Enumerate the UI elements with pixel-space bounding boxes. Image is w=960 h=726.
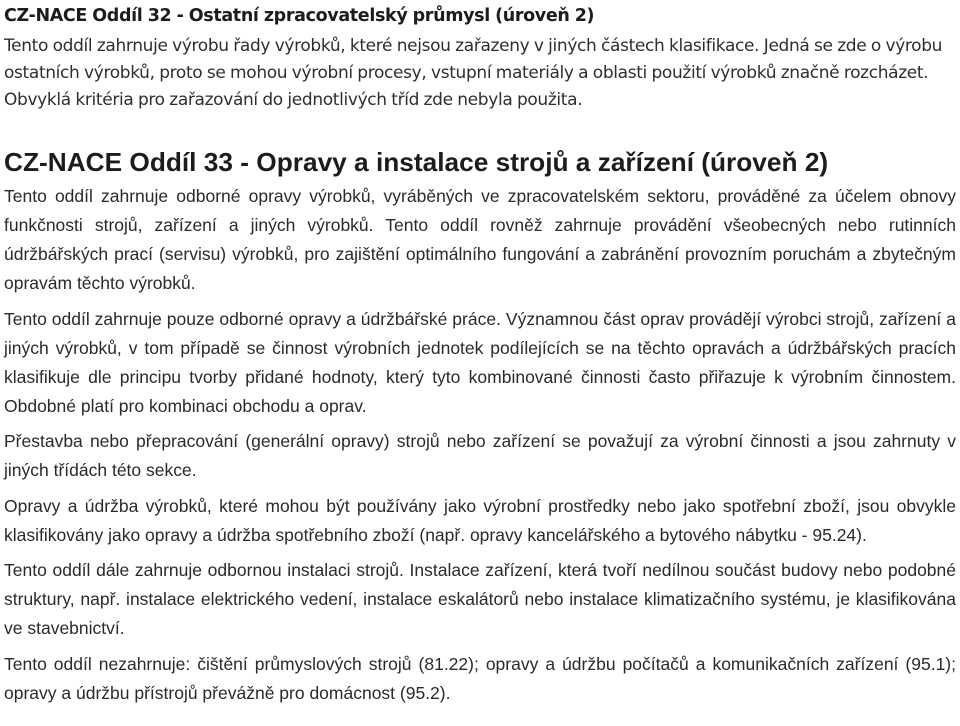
section-paragraph: Tento oddíl nezahrnuje: čištění průmyslových strojů (81.22); opravy a údržbu počítačů a komunikačních zařízení (95.1); opravy a údržbu přístrojů převážně pro domácnost (95.2).	[4, 653, 956, 703]
section-paragraph: Přestavba nebo přepracování (generální opravy) strojů nebo zařízení se považují za výrobní činnosti a jsou zahrnuty v jiných třídách této sekce.	[4, 431, 956, 480]
section-paragraph: Opravy a údržba výrobků, které mohou být používány jako výrobní prostředky nebo jako spotřební zboží, jsou obvykle klasifikovány jako opravy a údržba spotřebního zboží (např. opravy kancelářského a bytového nábytku - 95.24).	[4, 495, 956, 545]
section-paragraph: Tento oddíl dále zahrnuje odbornou instalaci strojů. Instalace zařízení, která tvoří nedílnou součást budovy nebo podobné struktury, např. instalace elektrického vedení, instalace eskalátorů nebo instalace klimatizačního systému, je klasifikována ve stavebnictví.	[4, 560, 956, 638]
section-oddil-33	[4, 142, 956, 708]
section-paragraph: Tento oddíl zahrnuje odborné opravy výrobků, vyráběných ve zpracovatelském sektoru, prováděné za účelem obnovy funkčnosti strojů, zařízení a jiných výrobků. Tento oddíl rovněž zahrnuje provádění všeobecných nebo rutinních údržbářských prací (servisu) výrobků, pro zajištění optimálního fungování a zabránění provozním poruchám a zbytečným opravám těchto výrobků.	[4, 186, 956, 293]
section-paragraph: Tento oddíl zahrnuje pouze odborné opravy a údržbářské práce. Významnou část oprav provádějí výrobci strojů, zařízení a jiných výrobků, v tom případě se činnost výrobních jednotek podílejících se na těchto opravách a údržbářských pracích klasifikuje dle principu tvorby přidané hodnoty, který tyto kombinované činnosti často přiřazuje k výrobním činnostem. Obdobné platí pro kombinaci obchodu a oprav.	[4, 308, 956, 416]
section-paragraph: Tento oddíl zahrnuje výrobu řady výrobků, které nejsou zařazeny v jiných částech klasifikace. Jedná se zde o výrobu ostatních výrobků, proto se mohou výrobní procesy, vstupní materiály a oblasti použití výrobků značně rozcházet. Obvyklá kritéria pro zařazování do jednotlivých tříd zde nebyla použita.	[4, 36, 943, 110]
section-heading: CZ-NACE Oddíl 32 - Ostatní zpracovatelský průmysl (úroveň 2)	[4, 6, 595, 26]
section-heading: CZ-NACE Oddíl 33 - Opravy a instalace strojů a zařízení (úroveň 2)	[4, 147, 829, 177]
section-oddil-32	[4, 0, 956, 114]
